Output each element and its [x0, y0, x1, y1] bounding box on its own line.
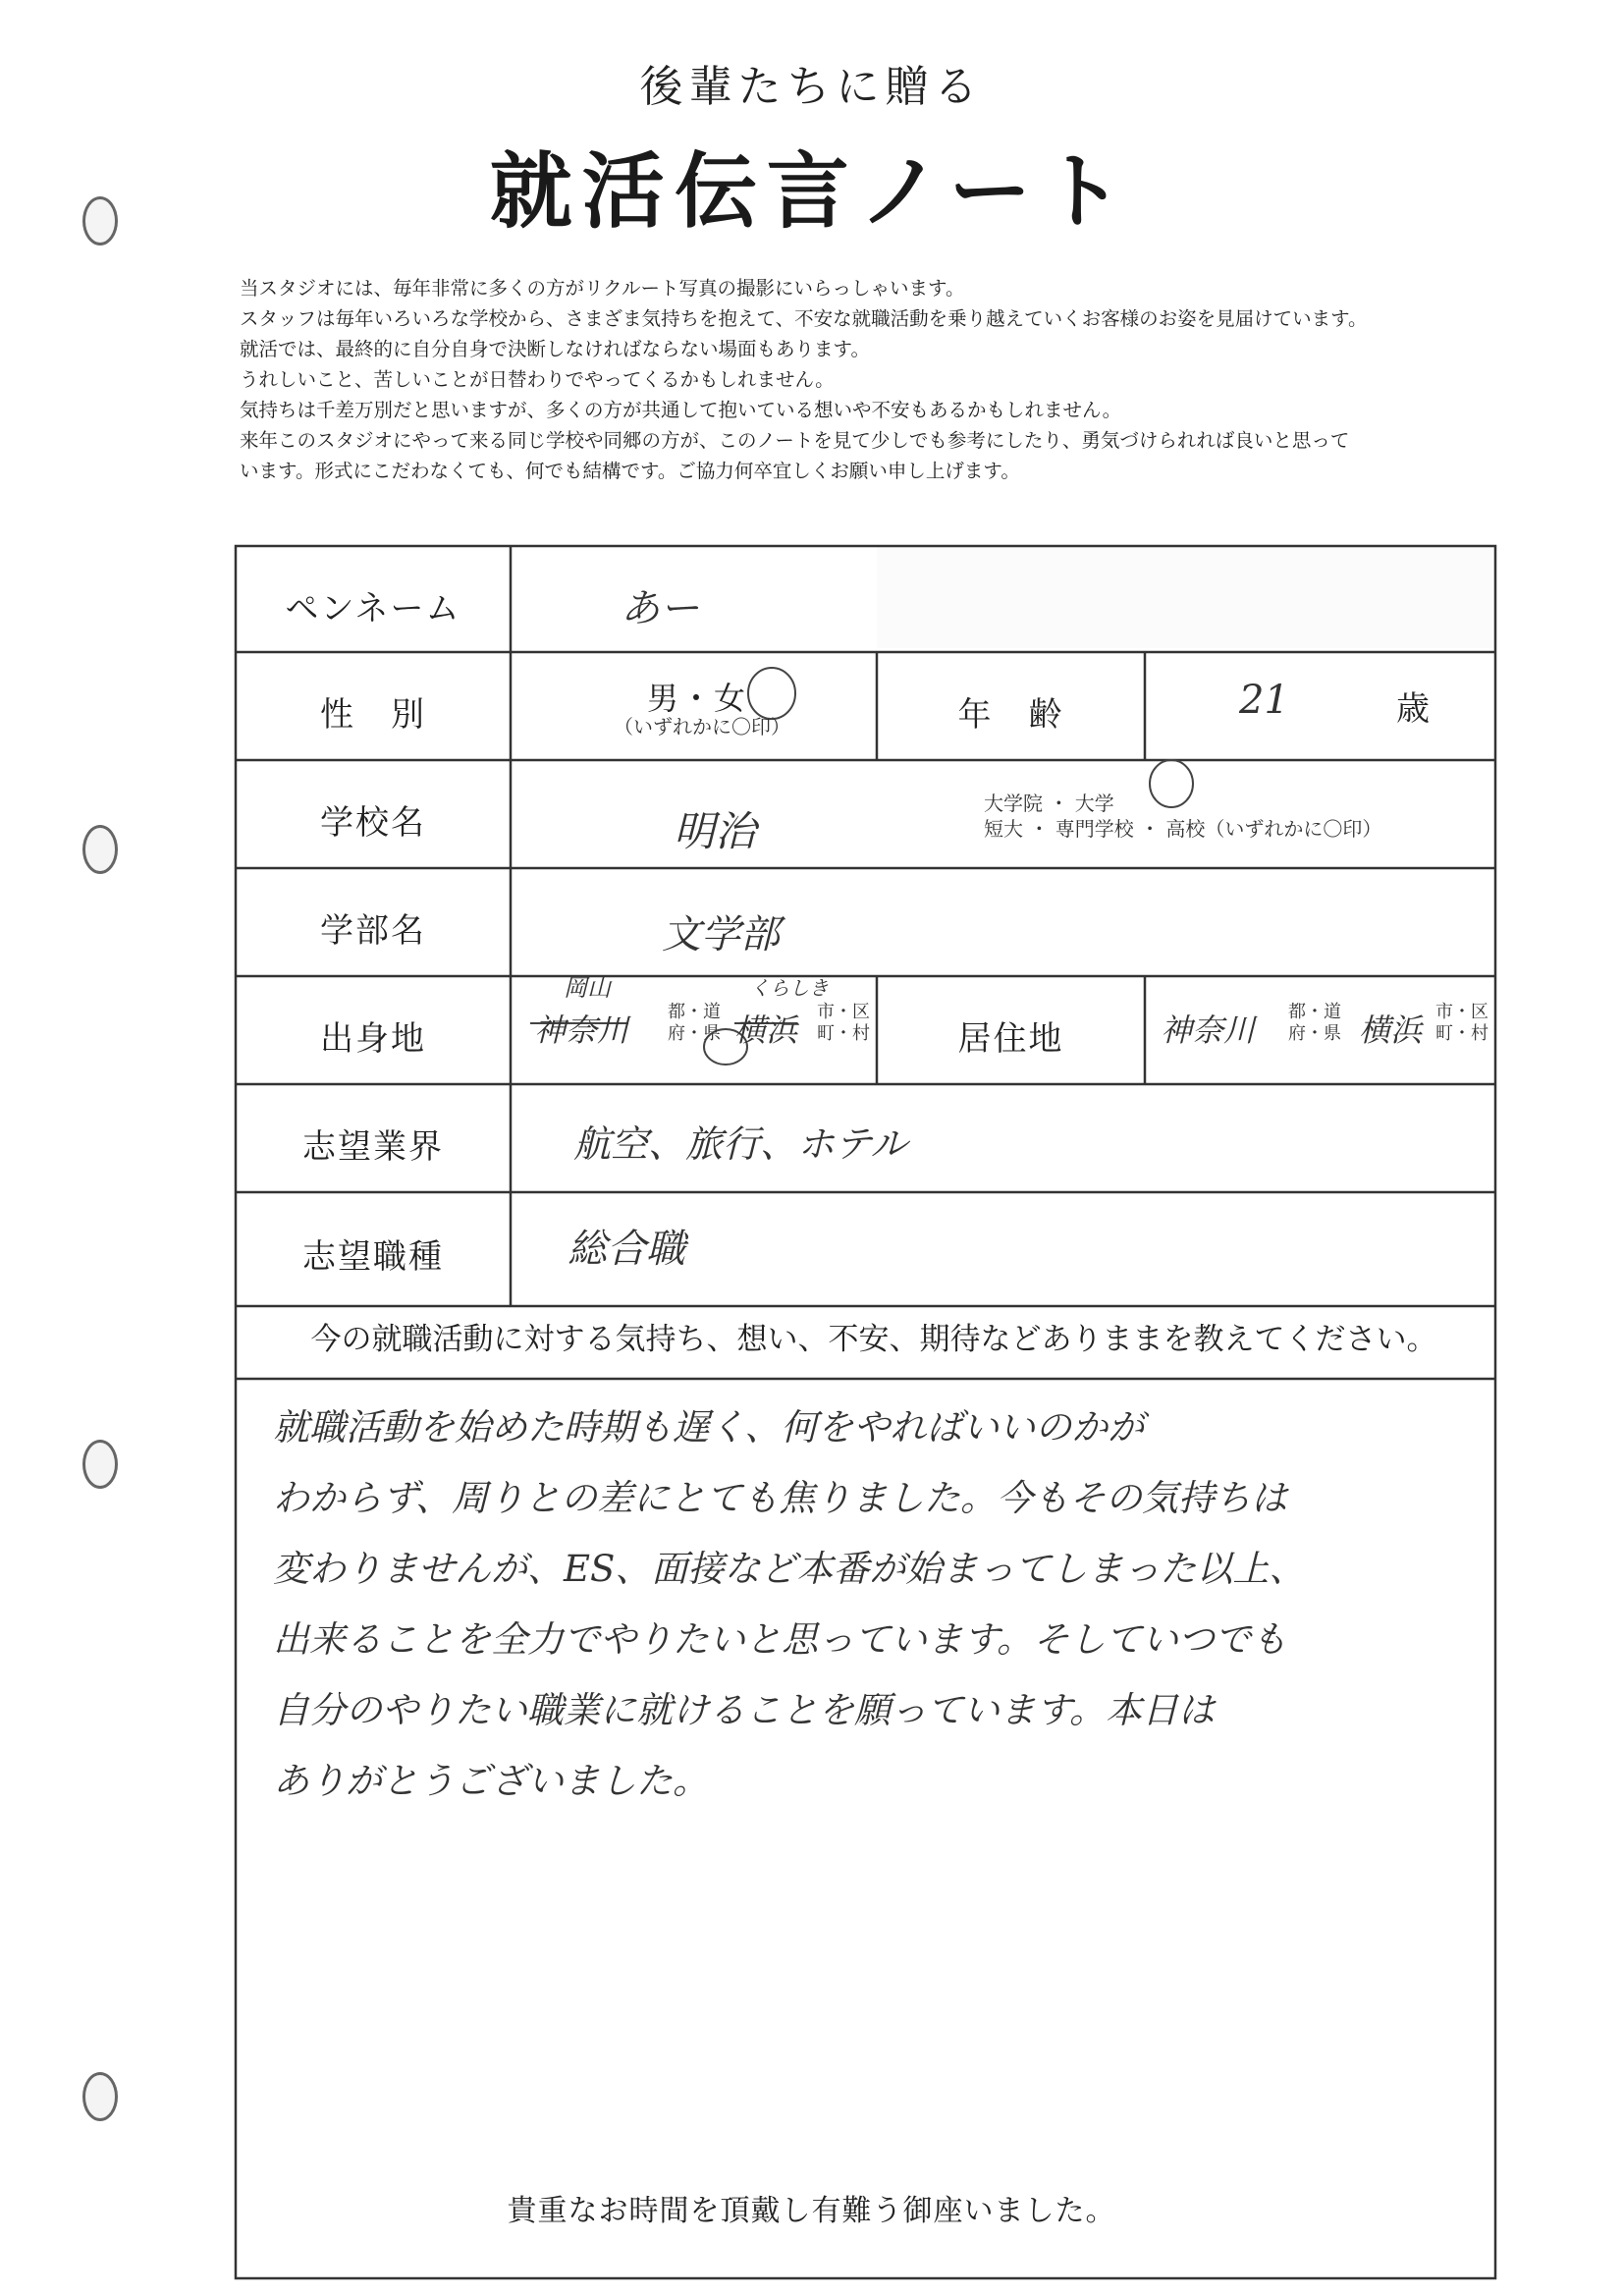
city-suffix-line: 市・区 [1435, 1002, 1488, 1022]
residence-label: 居住地 [957, 1019, 1064, 1059]
hometown-label: 出身地 [320, 1019, 426, 1059]
residence-pref: 神奈川 [1161, 1011, 1256, 1049]
industry-value: 航空、旅行、ホテル [573, 1122, 908, 1166]
intro-line: 気持ちは千差万別だと思いますが、多くの方が共通して抱いている想いや不安もあるかもしれません。 [240, 399, 1122, 421]
age-label: 年 齢 [957, 695, 1064, 735]
school-types-line2: 短大 ・ 専門学校 ・ 高校（いずれかに〇印） [984, 817, 1382, 841]
intro-line: 就活では、最終的に自分自身で決断しなければならない場面もあります。 [240, 338, 870, 360]
industry-label: 志望業界 [302, 1127, 444, 1167]
binder-hole [82, 825, 118, 874]
pref-suffix-line: 府・県 [1288, 1023, 1341, 1044]
faculty-label: 学部名 [320, 911, 426, 951]
hometown-city-original: 横浜 [734, 1011, 798, 1049]
intro-line: 当スタジオには、毎年非常に多くの方がリクルート写真の撮影にいらっしゃいます。 [240, 277, 965, 300]
binder-hole [82, 2072, 118, 2121]
intro-line: スタッフは毎年いろいろな学校から、さまざま気持ちを抱えて、不安な就職活動を乗り越えていくお客様のお姿を見届けています。 [240, 307, 1368, 330]
message-line: ありがとうございました。 [273, 1760, 709, 1802]
message-line: 出来ることを全力でやりたいと思っています。そしていつでも [273, 1618, 1288, 1661]
intro-line: います。形式にこだわなくても、何でも結構です。ご協力何卒宜しくお願い申し上げます。 [240, 460, 1020, 482]
age-unit: 歳 [1396, 689, 1432, 729]
message-prompt: 今の就職活動に対する気持ち、想い、不安、期待などありままを教えてください。 [310, 1322, 1437, 1357]
job-value: 総合職 [568, 1227, 685, 1272]
message-line: 変わりませんが、ES、面接など本番が始まってしまった以上、 [273, 1548, 1306, 1590]
school-types-line1: 大学院 ・ 大学 [984, 792, 1114, 815]
school-label: 学校名 [320, 803, 426, 843]
penname-label: ペンネーム [285, 589, 461, 629]
residence-pref-suffix [1288, 1002, 1341, 1045]
hometown-pref-suffix [668, 1002, 721, 1045]
page-title: 就活伝言ノート [489, 143, 1134, 240]
message-line: 自分のやりたい職業に就けることを願っています。本日は [273, 1689, 1216, 1731]
intro-text [240, 273, 1565, 486]
gender-options: 男・女 [646, 680, 747, 717]
faculty-value: 文学部 [662, 912, 780, 957]
city-suffix-line: 町・村 [817, 1023, 870, 1044]
pref-suffix-line: 都・道 [668, 1002, 721, 1022]
redacted-area [877, 546, 1495, 648]
page-subtitle: 後輩たちに贈る [639, 62, 984, 112]
age-value: 21 [1239, 678, 1289, 723]
hometown-city-suffix [817, 1002, 870, 1045]
hometown-pref: 岡山 [564, 974, 611, 1002]
message-line: 就職活動を始めた時期も遅く、何をやればいいのかが [273, 1406, 1145, 1449]
gender-label: 性 別 [320, 695, 426, 735]
hometown-pref-original: 神奈川 [534, 1011, 629, 1049]
footer-thanks: 貴重なお時間を頂戴し有難う御座いました。 [507, 2194, 1116, 2228]
hometown-city: くらしき [750, 976, 829, 1000]
pref-suffix-line: 都・道 [1288, 1002, 1341, 1022]
school-value: 明治 [674, 807, 757, 855]
job-label: 志望職種 [302, 1237, 444, 1277]
handwritten-message [273, 1393, 1520, 1817]
city-suffix-line: 市・区 [817, 1002, 870, 1022]
residence-city-suffix [1435, 1002, 1488, 1045]
gender-note: （いずれかに〇印） [614, 715, 790, 738]
pref-suffix-line: 府・県 [668, 1023, 721, 1044]
city-suffix-line: 町・村 [1435, 1023, 1488, 1044]
intro-line: うれしいこと、苦しいことが日替わりでやってくるかもしれません。 [240, 368, 835, 391]
residence-city: 横浜 [1359, 1011, 1423, 1049]
binder-hole [82, 1440, 118, 1489]
message-line: わからず、周りとの差にとても焦りました。今もその気持ちは [273, 1477, 1288, 1519]
penname-value: あー [621, 586, 699, 631]
intro-line: 来年このスタジオにやって来る同じ学校や同郷の方が、このノートを見て少しでも参考にしたり、勇気づけられれば良いと思って [240, 429, 1350, 452]
